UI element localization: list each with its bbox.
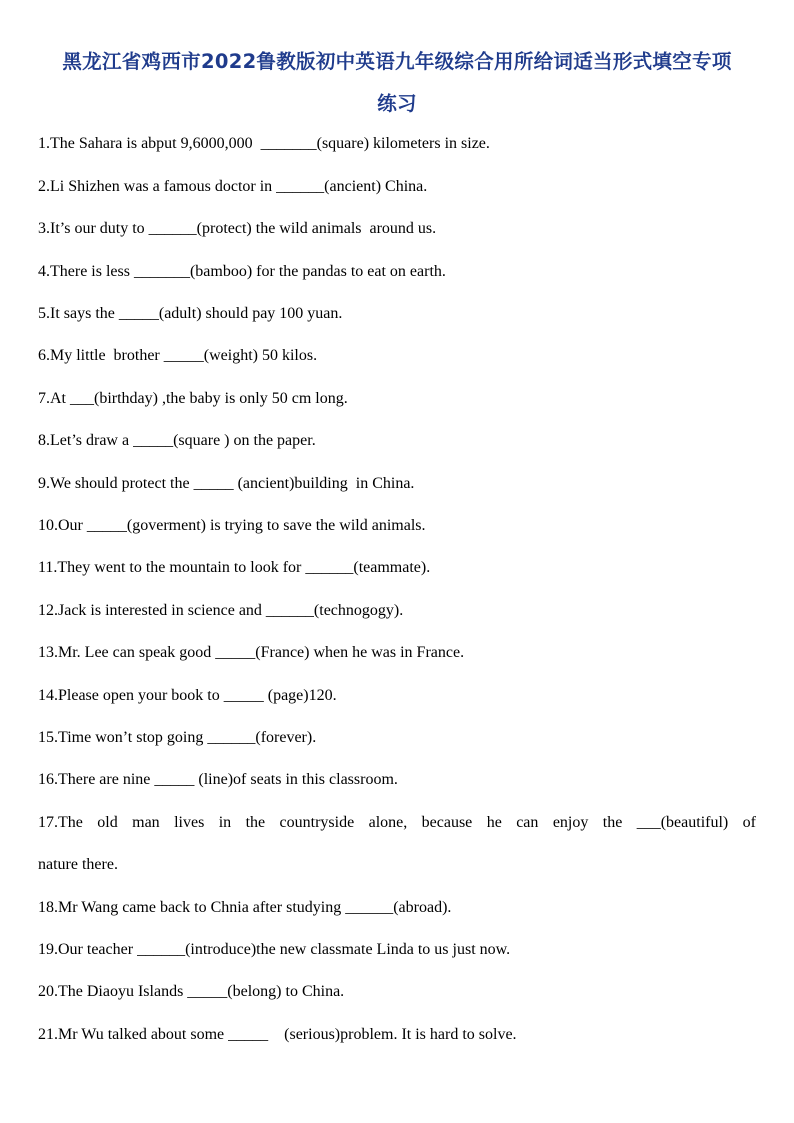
- question-20: 20.The Diaoyu Islands _____(belong) to China.: [38, 983, 345, 1000]
- question-1: 1.The Sahara is abput 9,6000,000 _______(square) kilometers in size.: [38, 135, 490, 152]
- question-21: 21.Mr Wu talked about some _____ (serious)problem. It is hard to solve.: [38, 1026, 517, 1043]
- question-17-continuation: nature there.: [38, 856, 118, 873]
- question-4: 4.There is less _______(bamboo) for the pandas to eat on earth.: [38, 263, 446, 280]
- question-11: 11.They went to the mountain to look for ______(teammate).: [38, 559, 431, 576]
- question-10: 10.Our _____(goverment) is trying to save the wild animals.: [38, 517, 426, 534]
- question-15: 15.Time won’t stop going ______(forever).: [38, 729, 317, 746]
- question-9: 9.We should protect the _____ (ancient)building in China.: [38, 475, 415, 492]
- question-5: 5.It says the _____(adult) should pay 100 yuan.: [38, 305, 343, 322]
- question-19: 19.Our teacher ______(introduce)the new classmate Linda to us just now.: [38, 941, 511, 958]
- question-3: 3.It’s our duty to ______(protect) the wild animals around us.: [38, 220, 437, 237]
- document-title-line2: 练习: [377, 92, 417, 115]
- question-8: 8.Let’s draw a _____(square ) on the paper.: [38, 432, 316, 449]
- question-17: 17.The old man lives in the countryside alone, because he can enjoy the ___(beautiful) of: [38, 814, 756, 831]
- question-6: 6.My little brother _____(weight) 50 kilos.: [38, 347, 318, 364]
- question-7: 7.At ___(birthday) ,the baby is only 50 cm long.: [38, 390, 348, 407]
- question-13: 13.Mr. Lee can speak good _____(France) when he was in France.: [38, 644, 465, 661]
- question-18: 18.Mr Wang came back to Chnia after studying ______(abroad).: [38, 899, 452, 916]
- question-12: 12.Jack is interested in science and ______(technogogy).: [38, 602, 404, 619]
- document-title-line1: 黑龙江省鸡西市2022鲁教版初中英语九年级综合用所给词适当形式填空专项: [62, 50, 732, 73]
- question-14: 14.Please open your book to _____ (page)120.: [38, 687, 337, 704]
- question-2: 2.Li Shizhen was a famous doctor in ______(ancient) China.: [38, 178, 428, 195]
- question-16: 16.There are nine _____ (line)of seats in this classroom.: [38, 771, 398, 788]
